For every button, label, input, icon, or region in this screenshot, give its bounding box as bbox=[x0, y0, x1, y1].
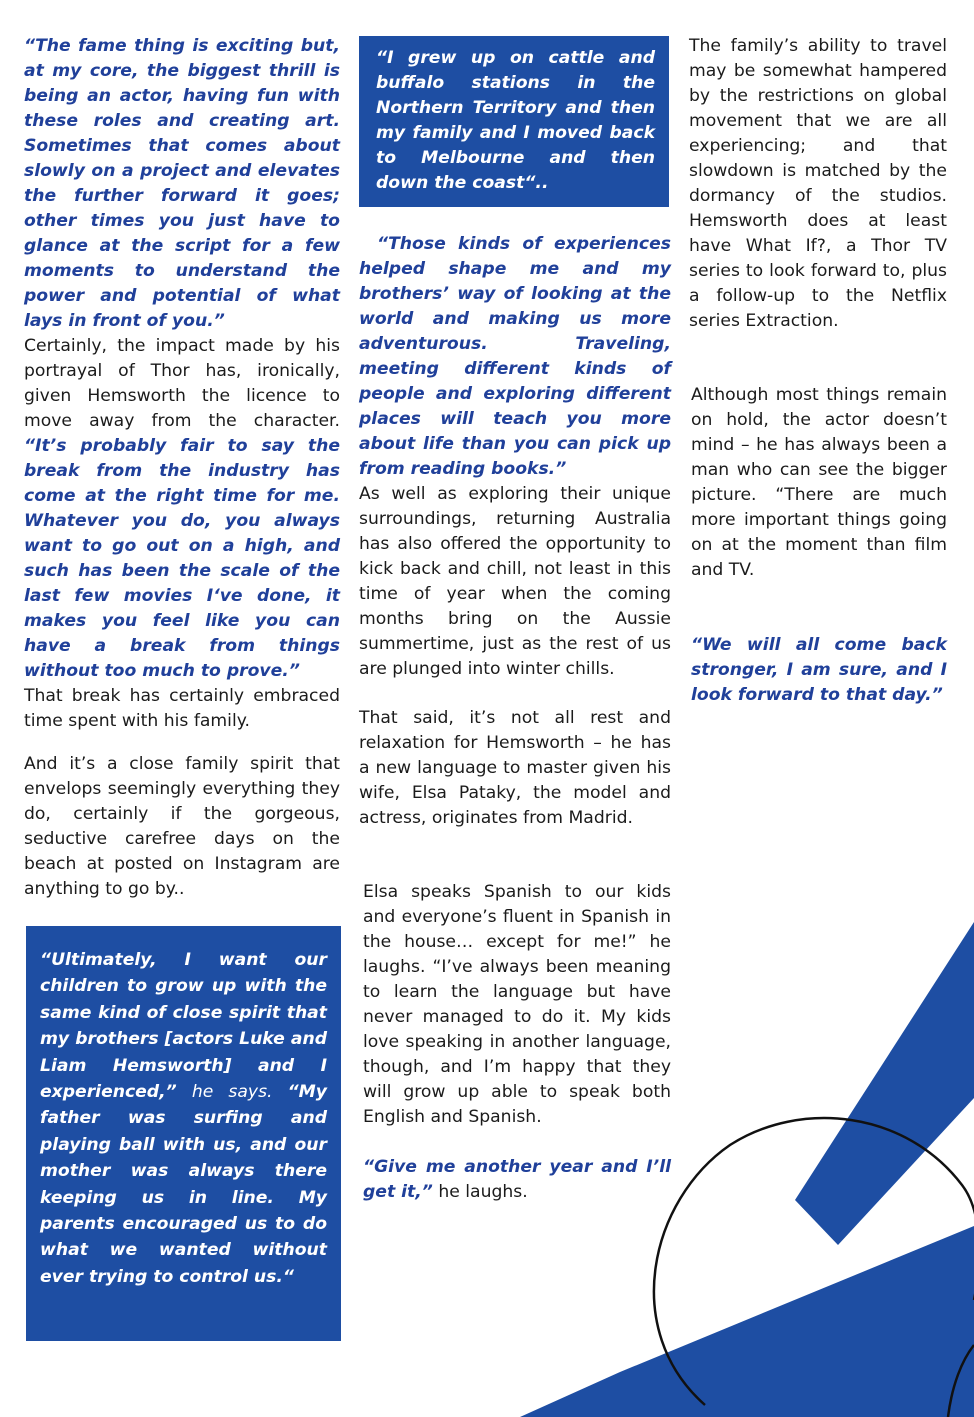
paragraph-travel: The family’s ability to travel may be somewhat hampered by the restrictions on global movement that we are all experiencing; and that slowdown is matched by the dormancy of the studios. Hemsworth does at least have What If?, a Thor TV series to look forward to, plus a follow-up to the Netflix series Extraction. bbox=[689, 36, 947, 331]
quote-attribution: he says. bbox=[176, 1082, 288, 1103]
quote-part-b: “My father was surfing and playing ball with us, and our mother was always there keeping us in line. My parents encouraged us to do what we wanted without ever trying to control us.“ bbox=[40, 1082, 327, 1287]
paragraph-family-spirit: And it’s a close family spirit that envelops seemingly everything they do, certainly if the gorgeous, seductive carefree days on the beach at posted on Instagram are anything to go by.. bbox=[24, 754, 340, 899]
paragraph-thor-break bbox=[24, 334, 340, 684]
break-quote: “It’s probably fair to say the break from the industry has come at the right time for me. Whatever you do, you always want to go out on a high, and such has been the scale of the last few movies I‘ve done, it makes you feel like you can have a break from things without too much to prove.” bbox=[24, 436, 340, 681]
another-year-quote bbox=[363, 1155, 671, 1205]
blue-stripe-upper bbox=[795, 922, 974, 1245]
paragraph-australia: As well as exploring their unique surroundings, returning Australia has also offered the opportunity to kick back and chill, not least in this time of year when the coming months bring on the Aussie summertime, just as the rest of us are plunged into winter chills. bbox=[359, 484, 671, 679]
closing-quote: “We will all come back stronger, I am sure, and I look forward to that day.” bbox=[691, 635, 947, 705]
another-year-quote-text: “Give me another year and I’ll get it,” bbox=[363, 1157, 671, 1202]
pull-quote-box-family bbox=[26, 926, 341, 1341]
another-year-attribution: he laughs. bbox=[432, 1182, 528, 1202]
childhood-pull-quote: “I grew up on cattle and buffalo stations in the Northern Territory and then my family and I moved back to Melbourne and then down the coast“.. bbox=[376, 48, 655, 193]
paragraph-family-time: That break has certainly embraced time spent with his family. bbox=[24, 686, 340, 731]
family-pull-quote bbox=[40, 947, 327, 1290]
black-arc-corner bbox=[948, 1345, 974, 1417]
paragraph-new-language: That said, it’s not all rest and relaxation for Hemsworth – he has a new language to master given his wife, Elsa Pataky, the model and actress, originates from Madrid. bbox=[359, 708, 671, 828]
black-arc-outline bbox=[654, 1118, 974, 1405]
blue-stripe-lower bbox=[520, 1226, 974, 1417]
quote-part-a: “Ultimately, I want our children to grow up with the same kind of close spirit that my brothers [actors Luke and Liam Hemsworth] and I experienced,” bbox=[40, 950, 327, 1103]
paragraph-bigger-picture: Although most things remain on hold, the actor doesn’t mind – he has always been a man who can see the bigger picture. “There are much more important things going on at the moment than film and TV. bbox=[691, 385, 947, 580]
paragraph-spanish: Elsa speaks Spanish to our kids and everyone’s fluent in Spanish in the house… except for me!” he laughs. “I’ve always been meaning to learn the language but have never managed to do it. My kids love speaking in another language, though, and I’m happy that they will grow up able to speak both English and Spanish. bbox=[363, 882, 671, 1127]
intro-quote: “The fame thing is exciting but, at my core, the biggest thrill is being an actor, having fun with these roles and creating art. Sometimes that comes about slowly on a project and elevates the further forward it goes; other times you just have to glance at the script for a few moments to understand the power and potential of what lays in front of you.” bbox=[24, 36, 340, 331]
paragraph-text: Certainly, the impact made by his portrayal of Thor has, ironically, given Hemsworth the licence to move away from the character. bbox=[24, 336, 340, 431]
experiences-quote: “Those kinds of experiences helped shape me and my brothers’ way of looking at the world and making us more adventurous. Traveling, meeting different kinds of people and exploring different places will teach you more about life than you can pick up from reading books.” bbox=[359, 234, 671, 479]
pull-quote-box-childhood bbox=[359, 36, 669, 207]
